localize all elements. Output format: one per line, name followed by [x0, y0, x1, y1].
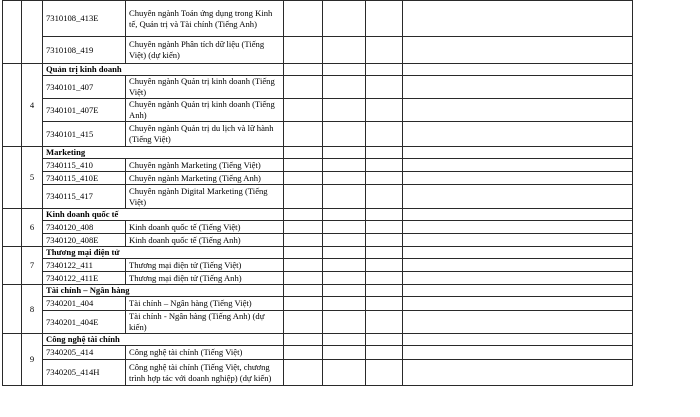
table-row — [3, 1, 633, 37]
empty-cell — [323, 297, 366, 311]
empty-cell — [403, 172, 633, 185]
group-number: 7 — [22, 247, 43, 285]
group-title: Thương mại điện tử — [43, 247, 284, 259]
program-name: Thương mại điện tử (Tiếng Việt) — [126, 259, 284, 272]
empty-cell — [284, 37, 323, 64]
program-code: 7340201_404 — [43, 297, 126, 311]
empty-cell — [323, 172, 366, 185]
empty-cell — [323, 185, 366, 209]
program-code: 7310108_413E — [43, 1, 126, 37]
empty-cell — [284, 172, 323, 185]
program-code: 7340205_414 — [43, 346, 126, 360]
empty-cell — [323, 147, 366, 159]
program-code: 7340120_408E — [43, 234, 126, 247]
table-row — [3, 259, 633, 272]
empty-cell — [284, 185, 323, 209]
program-name: Kinh doanh quốc tế (Tiếng Việt) — [126, 221, 284, 234]
empty-cell — [366, 1, 403, 37]
empty-cell — [284, 272, 323, 285]
empty-cell — [403, 122, 633, 147]
empty-cell — [323, 234, 366, 247]
empty-cell — [284, 1, 323, 37]
empty-cell — [284, 346, 323, 360]
table-row — [3, 234, 633, 247]
empty-cell — [366, 247, 403, 259]
group-title: Quản trị kinh doanh — [43, 64, 284, 76]
group-number: 5 — [22, 147, 43, 209]
empty-cell — [323, 285, 366, 297]
program-name: Chuyên ngành Phân tích dữ liệu (Tiếng Việt) (dự kiến) — [126, 37, 284, 64]
empty-cell — [403, 185, 633, 209]
program-code: 7340122_411 — [43, 259, 126, 272]
group-header-row — [3, 147, 633, 159]
empty-cell — [284, 147, 323, 159]
empty-cell — [366, 346, 403, 360]
group-header-row — [3, 209, 633, 221]
table-row — [3, 311, 633, 334]
program-table-body — [3, 1, 633, 386]
empty-cell — [366, 99, 403, 122]
empty-cell — [366, 185, 403, 209]
program-name: Tài chính - Ngân hàng (Tiếng Anh) (dự kiến) — [126, 311, 284, 334]
empty-cell — [366, 64, 403, 76]
empty-cell — [366, 334, 403, 346]
empty-cell — [366, 209, 403, 221]
program-code: 7340115_417 — [43, 185, 126, 209]
group-number — [22, 1, 43, 64]
program-name: Chuyên ngành Marketing (Tiếng Việt) — [126, 159, 284, 172]
group-title: Công nghệ tài chính — [43, 334, 284, 346]
empty-cell — [323, 122, 366, 147]
empty-cell — [403, 234, 633, 247]
empty-cell — [284, 234, 323, 247]
program-name: Chuyên ngành Digital Marketing (Tiếng Việt) — [126, 185, 284, 209]
empty-cell — [403, 221, 633, 234]
empty-cell — [284, 209, 323, 221]
empty-cell — [366, 159, 403, 172]
empty-cell — [403, 272, 633, 285]
empty-cell — [366, 360, 403, 386]
empty-cell — [403, 209, 633, 221]
empty-cell — [403, 99, 633, 122]
empty-cell — [284, 334, 323, 346]
empty-cell — [284, 221, 323, 234]
empty-cell — [403, 346, 633, 360]
program-code: 7340205_414H — [43, 360, 126, 386]
margin-cell — [3, 334, 22, 386]
empty-cell — [284, 76, 323, 99]
empty-cell — [403, 297, 633, 311]
program-code: 7340122_411E — [43, 272, 126, 285]
margin-cell — [3, 247, 22, 285]
program-name: Chuyên ngành Toán ứng dụng trong Kinh tế, Quản trị và Tài chính (Tiếng Anh) — [126, 1, 284, 37]
empty-cell — [323, 272, 366, 285]
table-row — [3, 159, 633, 172]
margin-cell — [3, 1, 22, 64]
empty-cell — [403, 247, 633, 259]
group-header-row — [3, 247, 633, 259]
empty-cell — [403, 147, 633, 159]
program-code: 7340115_410 — [43, 159, 126, 172]
table-row — [3, 122, 633, 147]
empty-cell — [366, 147, 403, 159]
program-code: 7340101_415 — [43, 122, 126, 147]
program-name: Chuyên ngành Marketing (Tiếng Anh) — [126, 172, 284, 185]
program-name: Công nghệ tài chính (Tiếng Việt, chương trình hợp tác với doanh nghiệp) (dự kiến) — [126, 360, 284, 386]
empty-cell — [323, 99, 366, 122]
group-title: Marketing — [43, 147, 284, 159]
empty-cell — [403, 64, 633, 76]
empty-cell — [323, 334, 366, 346]
empty-cell — [403, 159, 633, 172]
table-row — [3, 221, 633, 234]
empty-cell — [323, 247, 366, 259]
empty-cell — [323, 1, 366, 37]
table-row — [3, 297, 633, 311]
program-name: Chuyên ngành Quản trị du lịch và lữ hành (Tiếng Việt) — [126, 122, 284, 147]
empty-cell — [323, 159, 366, 172]
program-name: Công nghệ tài chính (Tiếng Việt) — [126, 346, 284, 360]
empty-cell — [366, 172, 403, 185]
program-code: 7340201_404E — [43, 311, 126, 334]
empty-cell — [366, 37, 403, 64]
empty-cell — [284, 64, 323, 76]
empty-cell — [284, 99, 323, 122]
empty-cell — [366, 122, 403, 147]
table-row — [3, 172, 633, 185]
margin-cell — [3, 209, 22, 247]
empty-cell — [323, 346, 366, 360]
empty-cell — [323, 311, 366, 334]
margin-cell — [3, 285, 22, 334]
empty-cell — [403, 334, 633, 346]
empty-cell — [366, 259, 403, 272]
empty-cell — [403, 1, 633, 37]
empty-cell — [284, 311, 323, 334]
empty-cell — [403, 311, 633, 334]
group-number: 4 — [22, 64, 43, 147]
table-row — [3, 360, 633, 386]
program-name: Chuyên ngành Quản trị kinh doanh (Tiếng Anh) — [126, 99, 284, 122]
empty-cell — [403, 76, 633, 99]
empty-cell — [366, 297, 403, 311]
table-row — [3, 346, 633, 360]
empty-cell — [403, 360, 633, 386]
group-header-row — [3, 285, 633, 297]
table-row — [3, 272, 633, 285]
empty-cell — [323, 209, 366, 221]
empty-cell — [366, 311, 403, 334]
empty-cell — [323, 64, 366, 76]
program-name: Chuyên ngành Quản trị kinh doanh (Tiếng Việt) — [126, 76, 284, 99]
program-code: 7340101_407E — [43, 99, 126, 122]
empty-cell — [366, 234, 403, 247]
empty-cell — [366, 221, 403, 234]
empty-cell — [284, 259, 323, 272]
program-name: Kinh doanh quốc tế (Tiếng Anh) — [126, 234, 284, 247]
empty-cell — [284, 360, 323, 386]
empty-cell — [323, 76, 366, 99]
empty-cell — [284, 297, 323, 311]
program-code: 7340120_408 — [43, 221, 126, 234]
group-number: 8 — [22, 285, 43, 334]
empty-cell — [366, 285, 403, 297]
group-title: Kinh doanh quốc tế — [43, 209, 284, 221]
group-header-row — [3, 64, 633, 76]
program-name: Thương mại điện tử (Tiếng Anh) — [126, 272, 284, 285]
table-row — [3, 37, 633, 64]
empty-cell — [403, 285, 633, 297]
program-code: 7340101_407 — [43, 76, 126, 99]
table-row — [3, 99, 633, 122]
group-number: 9 — [22, 334, 43, 386]
empty-cell — [284, 285, 323, 297]
empty-cell — [323, 37, 366, 64]
empty-cell — [323, 259, 366, 272]
margin-cell — [3, 64, 22, 147]
empty-cell — [403, 259, 633, 272]
group-title: Tài chính – Ngân hàng — [43, 285, 284, 297]
empty-cell — [284, 159, 323, 172]
group-header-row — [3, 334, 633, 346]
empty-cell — [323, 221, 366, 234]
empty-cell — [366, 76, 403, 99]
table-row — [3, 185, 633, 209]
table-row — [3, 76, 633, 99]
program-table — [2, 0, 633, 386]
empty-cell — [284, 122, 323, 147]
program-code: 7310108_419 — [43, 37, 126, 64]
margin-cell — [3, 147, 22, 209]
program-code: 7340115_410E — [43, 172, 126, 185]
empty-cell — [403, 37, 633, 64]
empty-cell — [323, 360, 366, 386]
empty-cell — [284, 247, 323, 259]
program-name: Tài chính – Ngân hàng (Tiếng Việt) — [126, 297, 284, 311]
empty-cell — [366, 272, 403, 285]
group-number: 6 — [22, 209, 43, 247]
